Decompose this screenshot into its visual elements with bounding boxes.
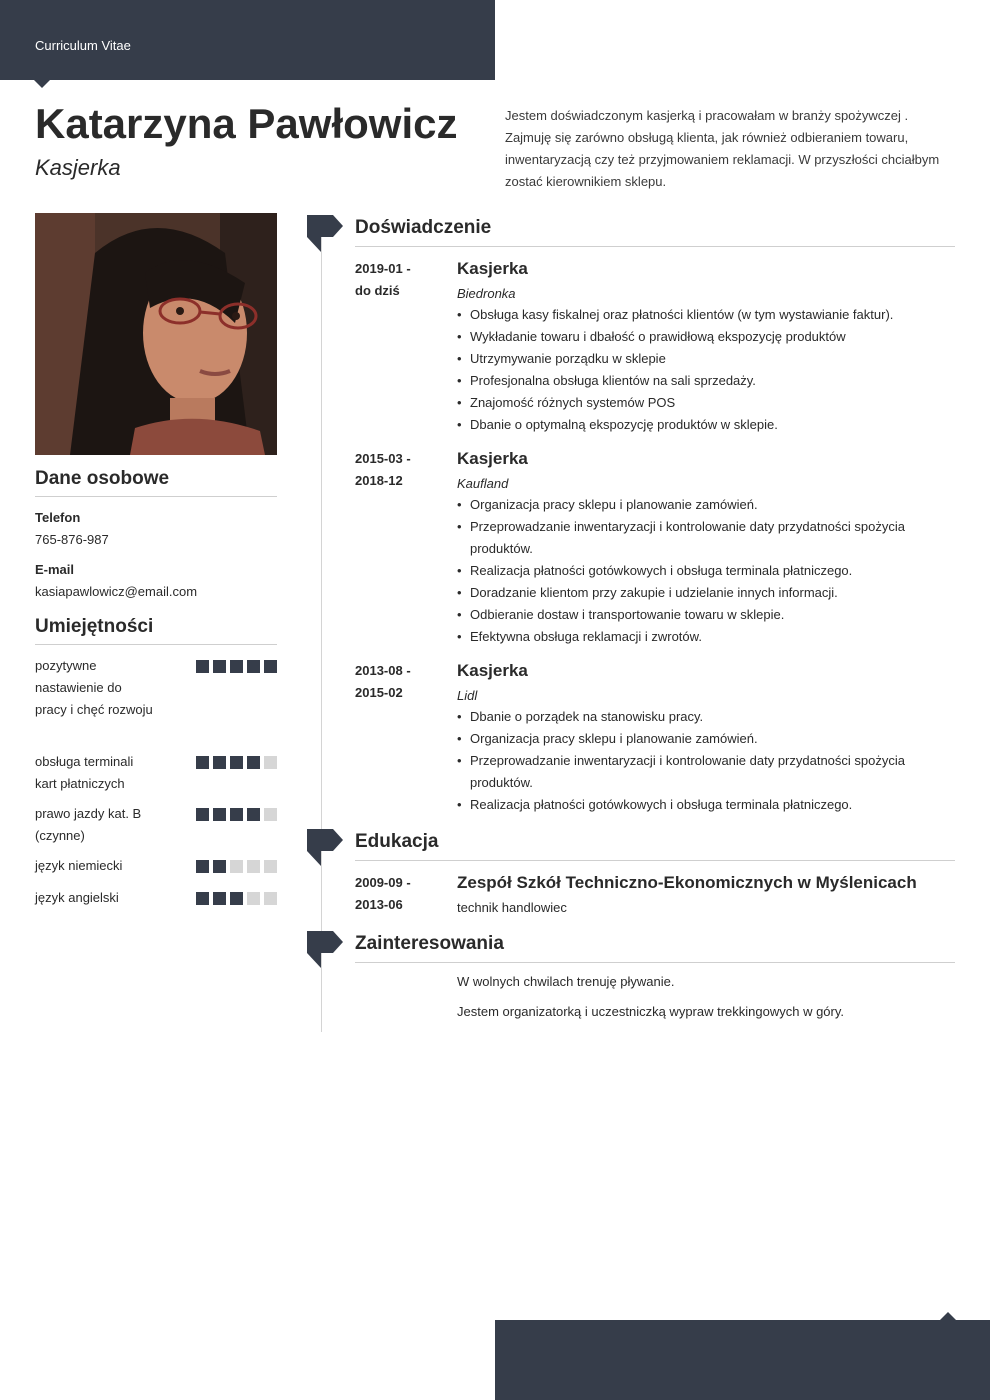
- school-name: Zespół Szkół Techniczno-Ekonomicznych w Myślenicach: [457, 873, 917, 892]
- section-flag-icon: [307, 829, 343, 866]
- job-date: [355, 660, 445, 704]
- cv-label: Curriculum Vitae: [35, 38, 131, 53]
- section-flag-icon: [307, 931, 343, 968]
- phone-label: Telefon: [35, 510, 81, 525]
- skill-level-filled-square: [196, 860, 209, 873]
- job-date-start: 2015-03 -: [355, 451, 411, 466]
- candidate-name: Katarzyna Pawłowicz: [35, 100, 458, 147]
- job-date: [355, 448, 445, 492]
- skill-level-filled-square: [230, 808, 243, 821]
- skill-name: pozytywne nastawienie do pracy i chęć rozwoju: [35, 658, 153, 717]
- skill-level-empty-square: [230, 860, 243, 873]
- skill-level: [196, 660, 277, 673]
- skill-row: [35, 803, 277, 847]
- job-duty: • Realizacja płatności gotówkowych i obsługa terminala płatniczego.: [457, 560, 927, 582]
- job-duty: • Organizacja pracy sklepu i planowanie zamówień.: [457, 728, 927, 750]
- skill-level-filled-square: [213, 892, 226, 905]
- experience-heading: Doświadczenie: [355, 217, 955, 247]
- skill-level-empty-square: [247, 860, 260, 873]
- skill-level-filled-square: [264, 660, 277, 673]
- job-date-end: 2015-02: [355, 685, 403, 700]
- job-duty: • Utrzymywanie porządku w sklepie: [457, 348, 927, 370]
- skill-level-filled-square: [196, 756, 209, 769]
- footer-band-pointer: [940, 1312, 956, 1320]
- job-duties: [457, 706, 927, 816]
- email-value: kasiapawlowicz@email.com: [35, 584, 198, 599]
- skill-level-filled-square: [213, 660, 226, 673]
- skill-name: prawo jazdy kat. B (czynne): [35, 806, 142, 843]
- education-date-start: 2009-09 -: [355, 875, 411, 890]
- skill-level-filled-square: [213, 756, 226, 769]
- job-title: Kasjerka: [457, 449, 528, 468]
- skill-level-filled-square: [213, 860, 226, 873]
- job-date-end: 2018-12: [355, 473, 403, 488]
- profile-photo: [35, 213, 277, 455]
- personal-data-heading: Dane osobowe: [35, 468, 277, 497]
- footer-band: [495, 1320, 990, 1400]
- header-band-pointer: [34, 80, 50, 88]
- skill-name: język angielski: [35, 890, 119, 905]
- skill-level-empty-square: [264, 860, 277, 873]
- job-duty: • Dbanie o porządek na stanowisku pracy.: [457, 706, 927, 728]
- interests-heading: Zainteresowania: [355, 933, 955, 963]
- skill-level: [196, 756, 277, 769]
- skill-level-filled-square: [196, 660, 209, 673]
- skill-level-filled-square: [230, 892, 243, 905]
- skill-level: [196, 808, 277, 821]
- job-date-end: do dziś: [355, 283, 400, 298]
- phone-value: 765-876-987: [35, 532, 109, 547]
- job-duty: • Efektywna obsługa reklamacji i zwrotów.: [457, 626, 927, 648]
- job-duty: • Dbanie o optymalną ekspozycję produktów w sklepie.: [457, 414, 927, 436]
- skill-level-empty-square: [264, 892, 277, 905]
- skill-name: język niemiecki: [35, 858, 123, 873]
- skill-level-filled-square: [196, 808, 209, 821]
- job-company: Lidl: [457, 688, 478, 703]
- skill-level-filled-square: [196, 892, 209, 905]
- skills-heading: Umiejętności: [35, 616, 277, 645]
- job-duty: • Znajomość różnych systemów POS: [457, 392, 927, 414]
- job-duties: [457, 494, 927, 648]
- job-date: [355, 258, 445, 302]
- job-duty: • Realizacja płatności gotówkowych i obsługa terminala płatniczego.: [457, 794, 927, 816]
- candidate-job-title: Kasjerka: [35, 155, 121, 180]
- email-label: E-mail: [35, 562, 75, 577]
- skill-row: [35, 855, 277, 877]
- section-flag-icon: [307, 215, 343, 252]
- skill-level-filled-square: [230, 756, 243, 769]
- skill-level-filled-square: [247, 756, 260, 769]
- education-date: [355, 872, 445, 916]
- skill-level-empty-square: [264, 756, 277, 769]
- education-date-end: 2013-06: [355, 897, 403, 912]
- header-band: [0, 0, 495, 80]
- skill-level: [196, 892, 277, 905]
- skill-name: obsługa terminali kart płatniczych: [35, 754, 134, 791]
- skill-level-filled-square: [213, 808, 226, 821]
- skill-level-filled-square: [247, 660, 260, 673]
- job-company: Kaufland: [457, 476, 509, 491]
- skill-level-empty-square: [247, 892, 260, 905]
- skill-level: [196, 860, 277, 873]
- job-duty: • Organizacja pracy sklepu i planowanie zamówień.: [457, 494, 927, 516]
- skill-level-filled-square: [247, 808, 260, 821]
- profile-photo-portrait: [35, 213, 277, 455]
- profile-summary: Jestem doświadczonym kasjerką i pracowałam w branży spożywczej . Zajmuję się zarówno obsługą klienta, jak również odbieraniem towaru, inwentaryzacją czy też przyjmowaniem reklamacji. W przyszłości chciałbym zostać kierownikiem sklepu.: [505, 108, 940, 189]
- skill-level-filled-square: [230, 660, 243, 673]
- job-duty: • Wykładanie towaru i dbałość o prawidłową ekspozycję produktów: [457, 326, 927, 348]
- skill-row: [35, 751, 277, 795]
- job-title: Kasjerka: [457, 661, 528, 680]
- job-duty: • Doradzanie klientom przy zakupie i udzielanie innych informacji.: [457, 582, 927, 604]
- interest-item: Jestem organizatorką i uczestniczką wypraw trekkingowych w góry.: [457, 1004, 845, 1019]
- skill-row: [35, 887, 277, 909]
- job-duty: • Odbieranie dostaw i transportowanie towaru w sklepie.: [457, 604, 927, 626]
- job-company: Biedronka: [457, 286, 516, 301]
- job-duty: • Przeprowadzanie inwentaryzacji i kontrolowanie daty przydatności spożycia produktów.: [457, 750, 927, 794]
- job-duties: [457, 304, 927, 436]
- education-heading: Edukacja: [355, 831, 955, 861]
- job-duty: • Profesjonalna obsługa klientów na sali sprzedaży.: [457, 370, 927, 392]
- job-date-start: 2013-08 -: [355, 663, 411, 678]
- timeline-line: [321, 236, 322, 1032]
- skill-level-empty-square: [264, 808, 277, 821]
- interest-item: W wolnych chwilach trenuję pływanie.: [457, 974, 675, 989]
- degree-name: technik handlowiec: [457, 900, 567, 915]
- skill-row: [35, 655, 277, 721]
- job-title: Kasjerka: [457, 259, 528, 278]
- job-duty: • Przeprowadzanie inwentaryzacji i kontrolowanie daty przydatności spożycia produktów.: [457, 516, 927, 560]
- job-duty: • Obsługa kasy fiskalnej oraz płatności klientów (w tym wystawianie faktur).: [457, 304, 927, 326]
- job-date-start: 2019-01 -: [355, 261, 411, 276]
